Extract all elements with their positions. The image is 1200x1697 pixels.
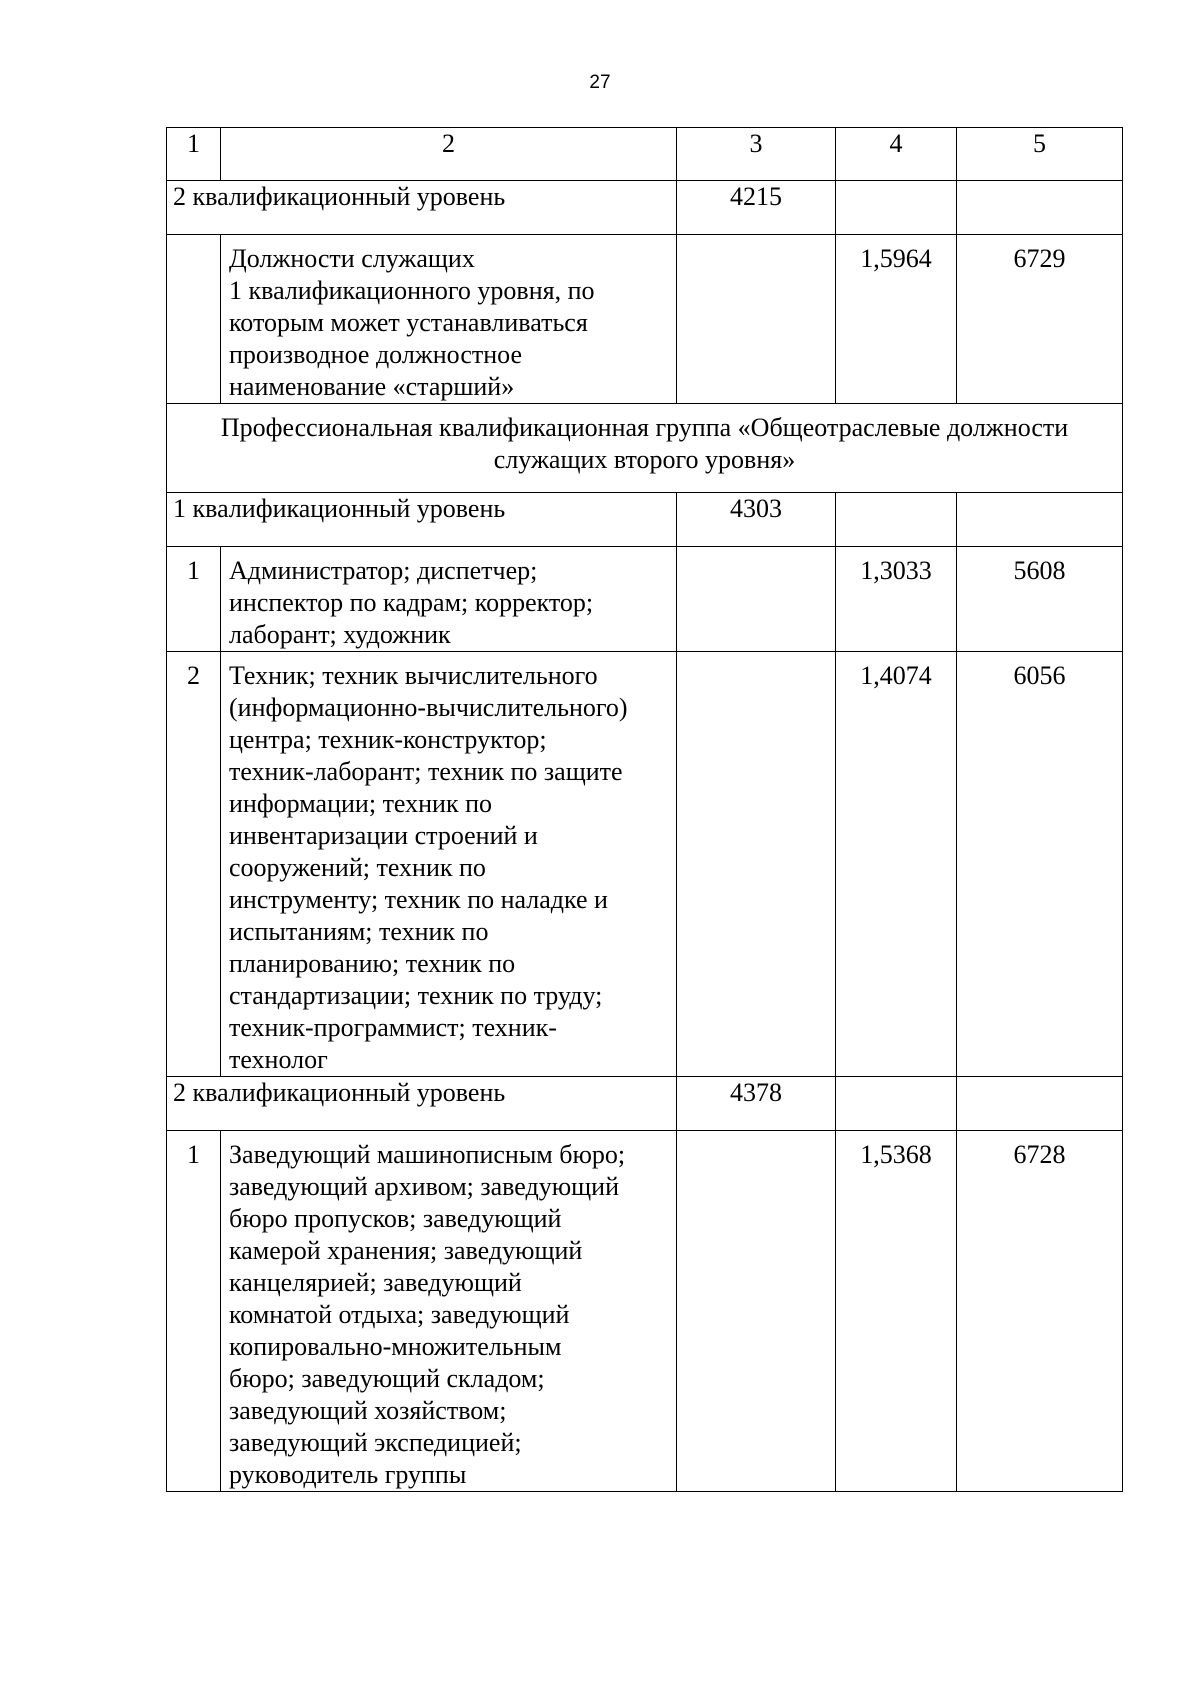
empty-cell bbox=[957, 493, 1123, 547]
salary-value: 6728 bbox=[957, 1131, 1123, 1492]
position-text-line: Должности служащих bbox=[229, 244, 475, 273]
position-text-line: руководитель группы bbox=[229, 1460, 467, 1489]
position-text-line: бюро пропусков; заведующий bbox=[229, 1204, 562, 1233]
position-text-line: стандартизации; техник по труду; bbox=[229, 981, 603, 1010]
position-text-line: планированию; техник по bbox=[229, 949, 516, 978]
qualification-level-label: 2 квалификационный уровень bbox=[167, 181, 677, 235]
level-code: 4215 bbox=[677, 181, 836, 235]
position-text-line: центра; техник-конструктор; bbox=[229, 725, 547, 754]
position-text-line: наименование «старший» bbox=[229, 372, 515, 401]
position-row bbox=[167, 547, 1123, 652]
position-text-line: бюро; заведующий складом; bbox=[229, 1364, 545, 1393]
position-text-line: лаборант; художник bbox=[229, 620, 451, 649]
position-row bbox=[167, 235, 1123, 404]
position-text-line: канцелярией; заведующий bbox=[229, 1268, 522, 1297]
position-text-line: заведующий экспедицией; bbox=[229, 1428, 522, 1457]
qualification-level-row bbox=[167, 181, 1123, 235]
position-row bbox=[167, 1131, 1123, 1492]
qualification-level-label: 1 квалификационный уровень bbox=[167, 493, 677, 547]
position-text-line: заведующий хозяйством; bbox=[229, 1396, 507, 1425]
position-row bbox=[167, 652, 1123, 1077]
professional-group-title: Профессиональная квалификационная группа «Общеотраслевые должности служащих второго уровня» bbox=[167, 404, 1123, 493]
position-text-line: техник-лаборант; техник по защите bbox=[229, 757, 623, 786]
position-text-line: информации; техник по bbox=[229, 789, 492, 818]
position-text-line: Администратор; диспетчер; bbox=[229, 556, 538, 585]
page-number: 27 bbox=[589, 72, 611, 93]
position-text-line: заведующий архивом; заведующий bbox=[229, 1172, 619, 1201]
professional-group-row bbox=[167, 404, 1123, 493]
position-text-line: инспектор по кадрам; корректор; bbox=[229, 588, 594, 617]
position-text-line: производное должностное bbox=[229, 340, 523, 369]
level-code: 4378 bbox=[677, 1077, 836, 1131]
empty-cell bbox=[957, 1077, 1123, 1131]
empty-cell bbox=[677, 1131, 836, 1492]
empty-cell bbox=[836, 1077, 957, 1131]
row-number bbox=[167, 235, 221, 404]
position-names bbox=[221, 547, 677, 652]
row-number: 2 bbox=[167, 652, 221, 1077]
empty-cell bbox=[957, 181, 1123, 235]
coefficient: 1,5368 bbox=[836, 1131, 957, 1492]
position-names bbox=[221, 652, 677, 1077]
qualification-level-row bbox=[167, 1077, 1123, 1131]
column-header: 4 bbox=[836, 128, 957, 181]
coefficient: 1,5964 bbox=[836, 235, 957, 404]
row-number: 1 bbox=[167, 547, 221, 652]
position-text-line: (информационно-вычислительного) bbox=[229, 693, 628, 722]
position-text-line: испытаниям; техник по bbox=[229, 917, 489, 946]
row-number: 1 bbox=[167, 1131, 221, 1492]
salary-value: 6729 bbox=[957, 235, 1123, 404]
position-text-line: Заведующий машинописным бюро; bbox=[229, 1140, 626, 1169]
position-names bbox=[221, 235, 677, 404]
coefficient: 1,4074 bbox=[836, 652, 957, 1077]
position-text-line: копировально-множительным bbox=[229, 1332, 562, 1361]
empty-cell bbox=[836, 181, 957, 235]
empty-cell bbox=[677, 547, 836, 652]
empty-cell bbox=[836, 493, 957, 547]
salary-value: 6056 bbox=[957, 652, 1123, 1077]
salary-table bbox=[166, 127, 1123, 1492]
position-text-line: 1 квалификационного уровня, по bbox=[229, 276, 595, 305]
position-text-line: инвентаризации строений и bbox=[229, 821, 538, 850]
empty-cell bbox=[677, 235, 836, 404]
salary-value: 5608 bbox=[957, 547, 1123, 652]
column-header: 5 bbox=[957, 128, 1123, 181]
position-names bbox=[221, 1131, 677, 1492]
qualification-level-label: 2 квалификационный уровень bbox=[167, 1077, 677, 1131]
position-text-line: инструменту; техник по наладке и bbox=[229, 885, 608, 914]
coefficient: 1,3033 bbox=[836, 547, 957, 652]
qualification-level-row bbox=[167, 493, 1123, 547]
empty-cell bbox=[677, 652, 836, 1077]
position-text-line: Техник; техник вычислительного bbox=[229, 661, 598, 690]
level-code: 4303 bbox=[677, 493, 836, 547]
position-text-line: сооружений; техник по bbox=[229, 853, 486, 882]
position-text-line: технолог bbox=[229, 1045, 328, 1074]
column-header: 3 bbox=[677, 128, 836, 181]
column-header: 2 bbox=[221, 128, 677, 181]
column-header: 1 bbox=[167, 128, 221, 181]
position-text-line: комнатой отдыха; заведующий bbox=[229, 1300, 570, 1329]
position-text-line: техник-программист; техник- bbox=[229, 1013, 557, 1042]
position-text-line: камерой хранения; заведующий bbox=[229, 1236, 583, 1265]
position-text-line: которым может устанавливаться bbox=[229, 308, 588, 337]
table-header-row bbox=[167, 128, 1123, 181]
